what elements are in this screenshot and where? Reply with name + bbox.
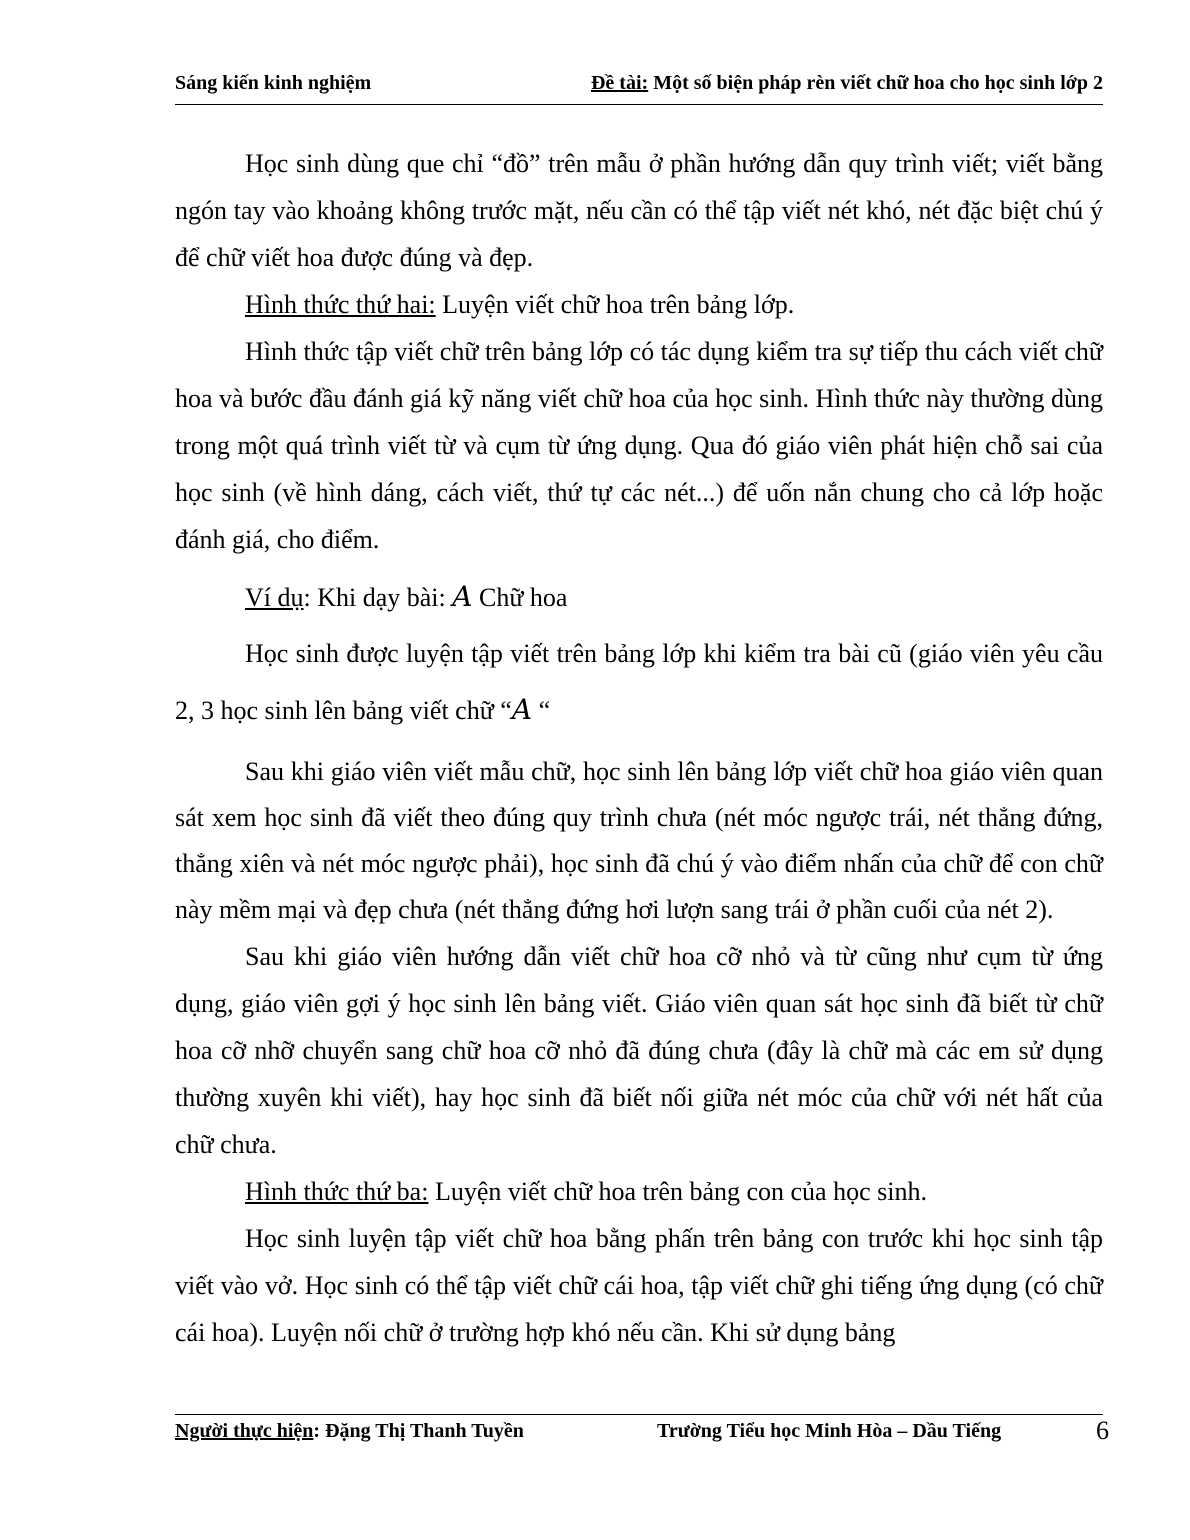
header-topic-label: Đề tài: [590,72,649,94]
form-three-text: Luyện viết chữ hoa trên bảng con của học sinh. [428,1177,927,1206]
header-left: Sáng kiến kinh nghiệm [175,72,372,94]
paragraph-7: Sau khi giáo viên hướng dẫn viết chữ hoa cỡ nhỏ và từ cũng như cụm từ ứng dụng, giáo viên gợi ý học sinh lên bảng viết. Giáo viên quan sát học sinh đã biết từ chữ hoa cỡ nhỡ chuyển sang chữ hoa cỡ nhỏ đã đúng chưa (đây là chữ mà các em sử dụng thường xuyên khi viết), hay học sinh đã biết nối giữa nét móc của chữ với nét hất của chữ chưa. [175,942,1103,1159]
footer-author [175,1420,524,1443]
paragraph-2 [175,281,1103,328]
paragraph-9: Học sinh luyện tập viết chữ hoa bằng phấn trên bảng con trước khi học sinh tập viết vào vở. Học sinh có thể tập viết chữ cái hoa, tập viết chữ ghi tiếng ứng dụng (có chữ cái hoa). Luyện nối chữ ở trường hợp khó nếu cần. Khi sử dụng bảng [175,1224,1103,1347]
script-letter-a-2: A [511,693,533,726]
example-label: Ví dụ [245,583,304,612]
footer-rule [175,1414,1103,1415]
paragraph-3: Hình thức tập viết chữ trên bảng lớp có tác dụng kiểm tra sự tiếp thu cách viết chữ hoa và bước đầu đánh giá kỹ năng viết chữ hoa của học sinh. Hình thức này thường dùng trong một quá trình viết từ và cụm từ ứng dụng. Qua đó giáo viên phát hiện chỗ sai của học sinh (về hình dáng, cách viết, thứ tự các nét...) để uốn nắn chung cho cả lớp hoặc đánh giá, cho điểm. [175,337,1103,554]
header-topic-text: Một số biện pháp rèn viết chữ hoa cho học sinh lớp 2 [648,72,1103,94]
paragraph-6: Sau khi giáo viên viết mẫu chữ, học sinh lên bảng lớp viết chữ hoa giáo viên quan sát xem học sinh đã viết theo đúng quy trình chưa (nét móc ngược trái, nét thẳng đứng, thẳng xiên và nét móc ngược phải), học sinh đã chú ý vào điểm nhấn của chữ để con chữ này mềm mại và đẹp chưa (nét thẳng đứng hơi lượn sang trái ở phần cuối của nét 2). [175,757,1103,924]
form-two-text: Luyện viết chữ hoa trên bảng lớp. [435,290,795,319]
example-end: Chữ hoa [472,583,568,612]
form-three-label: Hình thức thứ ba: [245,1177,429,1206]
script-letter-a: A [452,580,473,613]
paragraph-4 [175,569,1103,626]
page-number: 6 [1096,1416,1109,1445]
paragraph-5 [175,626,1103,739]
page-header [175,72,1103,102]
p5-start: Học sinh được luyện tập viết trên bảng lớp khi kiểm tra bài cũ (giáo viên yêu cầu 2, 3 học sinh lên bảng viết chữ “ [175,639,1103,725]
header-topic [591,72,1103,95]
page-body [175,140,1103,1356]
p5-end: “ [532,696,551,725]
paragraph-8 [175,1168,1103,1215]
example-mid: : Khi dạy bài: [303,583,453,612]
header-rule [175,104,1103,105]
footer-school: Trường Tiểu học Minh Hòa – Dầu Tiếng [657,1420,1002,1442]
paragraph-1: Học sinh dùng que chỉ “đồ” trên mẫu ở phần hướng dẫn quy trình viết; viết bằng ngón tay vào khoảng không trước mặt, nếu cần có thể tập viết nét khó, nét đặc biệt chú ý để chữ viết hoa được đúng và đẹp. [175,149,1103,272]
page-footer [175,1416,1109,1454]
form-two-label: Hình thức thứ hai: [245,290,436,319]
author-label: Người thực hiện [175,1420,314,1442]
author-name: : Đặng Thị Thanh Tuyền [313,1420,524,1442]
